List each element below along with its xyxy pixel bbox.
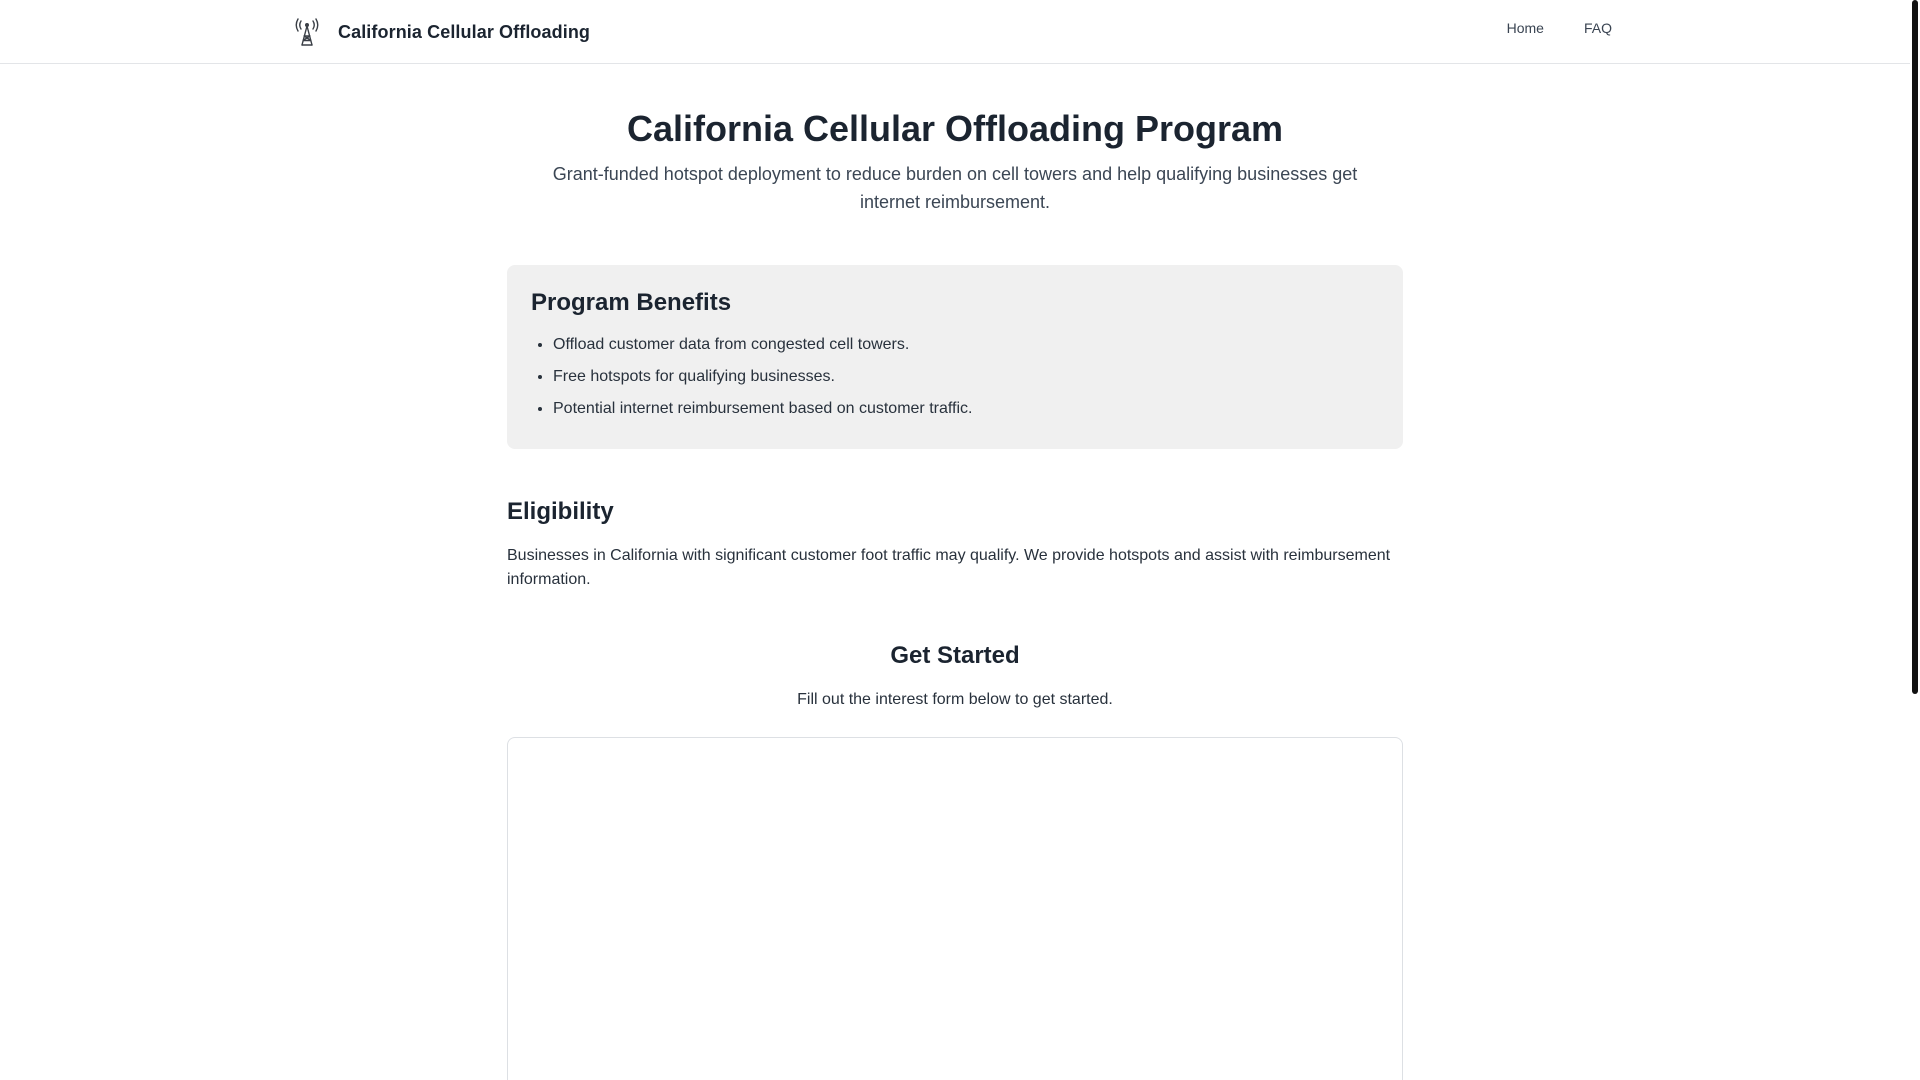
benefits-heading: Program Benefits xyxy=(531,289,732,316)
nav-faq-link[interactable]: FAQ xyxy=(1583,20,1612,36)
page-title: California Cellular Offloading Program xyxy=(626,108,1284,149)
site-header xyxy=(0,0,1910,64)
list-item: • Offload customer data from congested cell towers. xyxy=(553,335,1379,355)
eligibility-text: Businesses in California with significant customer foot traffic may qualify. We provide hotspots and assist with reimbursement information. xyxy=(507,547,1391,588)
interest-form-frame[interactable] xyxy=(507,737,1403,1080)
brand-link[interactable] xyxy=(294,14,590,50)
benefits-list xyxy=(531,335,1379,419)
list-item: • Potential internet reimbursement based on customer traffic. xyxy=(553,399,1379,419)
get-started-text: Fill out the interest form below to get started. xyxy=(797,691,1113,708)
eligibility-heading: Eligibility xyxy=(507,498,614,525)
nav-home-link[interactable]: Home xyxy=(1506,20,1544,36)
brand-title: California Cellular Offloading xyxy=(338,21,591,42)
list-item: • Free hotspots for qualifying businesses. xyxy=(553,367,1379,387)
page-subtitle: Grant-funded hotspot deployment to reduce burden on cell towers and help qualifying businesses get internet reimbursement. xyxy=(552,164,1358,212)
page-scrollbar[interactable] xyxy=(1910,0,1920,1080)
scrollbar-thumb[interactable] xyxy=(1912,0,1918,694)
cell-tower-icon xyxy=(294,17,320,47)
get-started-heading: Get Started xyxy=(890,642,1020,669)
program-benefits-panel xyxy=(507,265,1403,449)
main-nav xyxy=(1507,20,1612,36)
